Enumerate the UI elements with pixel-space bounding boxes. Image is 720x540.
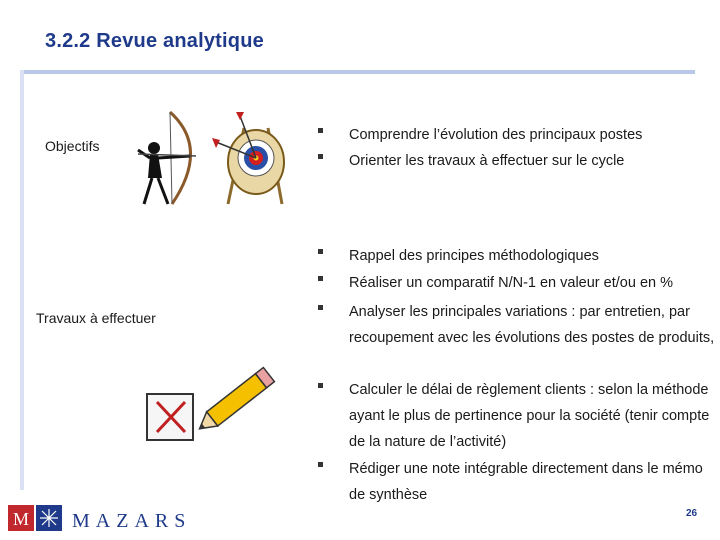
bullet-icon <box>318 383 323 388</box>
target-clipart <box>212 108 298 208</box>
bullet-icon <box>318 462 323 467</box>
bullet-icon <box>318 154 323 159</box>
bullet-icon <box>318 249 323 254</box>
page-number: 26 <box>686 508 698 519</box>
left-border <box>20 70 24 490</box>
work-label: Travaux à effectuer <box>36 310 156 326</box>
bullet-icon <box>318 128 323 133</box>
bullet-icon <box>318 276 323 281</box>
archer-clipart <box>130 108 210 212</box>
logo-monogram: M <box>12 509 30 529</box>
logo-wordmark: MAZARS <box>72 510 188 532</box>
mazars-logo <box>8 503 188 538</box>
pencil-clipart <box>188 360 288 440</box>
objectives-label: Objectifs <box>45 138 100 154</box>
slide-title: 3.2.2 Revue analytique <box>45 30 264 52</box>
title-rule <box>20 70 695 74</box>
bullet-icon <box>318 305 323 310</box>
